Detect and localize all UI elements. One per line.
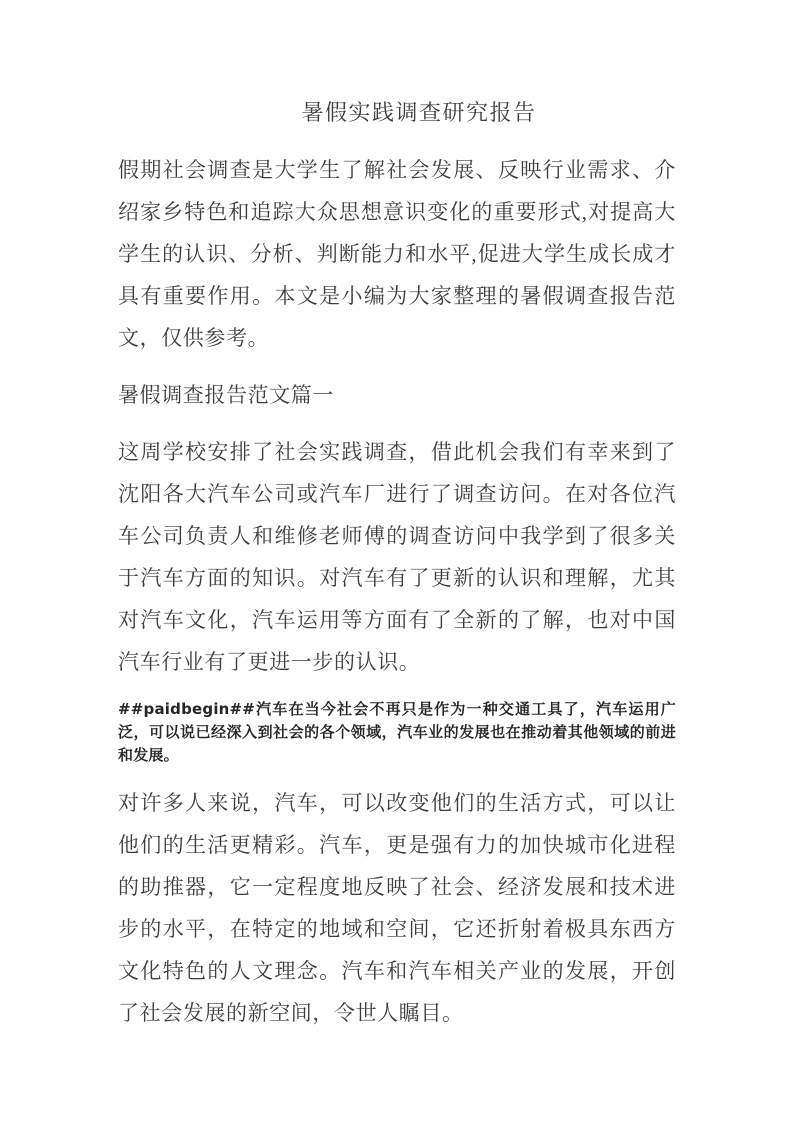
paragraph-survey-visit: 这周学校安排了社会实践调查，借此机会我们有幸来到了沈阳各大汽车公司或汽车厂进行了调查访问。在对各位汽车公司负责人和维修老师傅的调查访问中我学到了很多关于汽车方面的知识。对汽车有了更新的认识和理解，尤其对汽车文化，汽车运用等方面有了全新的了解，也对中国汽车行业有了更进一步的认识。 <box>118 440 676 674</box>
paragraph-paid-marker: ##paidbegin##汽车在当今社会不再只是作为一种交通工具了，汽车运用广泛，可以说已经深入到社会的各个领域，汽车业的发展也在推动着其他领域的前进和发展。 <box>118 700 676 764</box>
paragraph-subheading: 暑假调查报告范文篇一 <box>118 383 334 407</box>
paragraph-intro: 假期社会调查是大学生了解社会发展、反映行业需求、介绍家乡特色和追踪大众思想意识变化的重要形式,对提高大学生的认识、分析、判断能力和水平,促进大学生成长成才具有重要作用。本文是小编为大家整理的暑假调查报告范文，仅供参考。 <box>118 158 676 350</box>
document-title: 暑假实践调查研究报告 <box>301 100 537 125</box>
paragraph-car-impact: 对许多人来说，汽车，可以改变他们的生活方式，可以让他们的生活更精彩。汽车，更是强有力的加快城市化进程的助推器，它一定程度地反映了社会、经济发展和技术进步的水平，在特定的地域和空间，它还折射着极具东西方文化特色的人文理念。汽车和汽车相关产业的发展，开创了社会发展的新空间，令世人瞩目。 <box>118 791 676 1025</box>
